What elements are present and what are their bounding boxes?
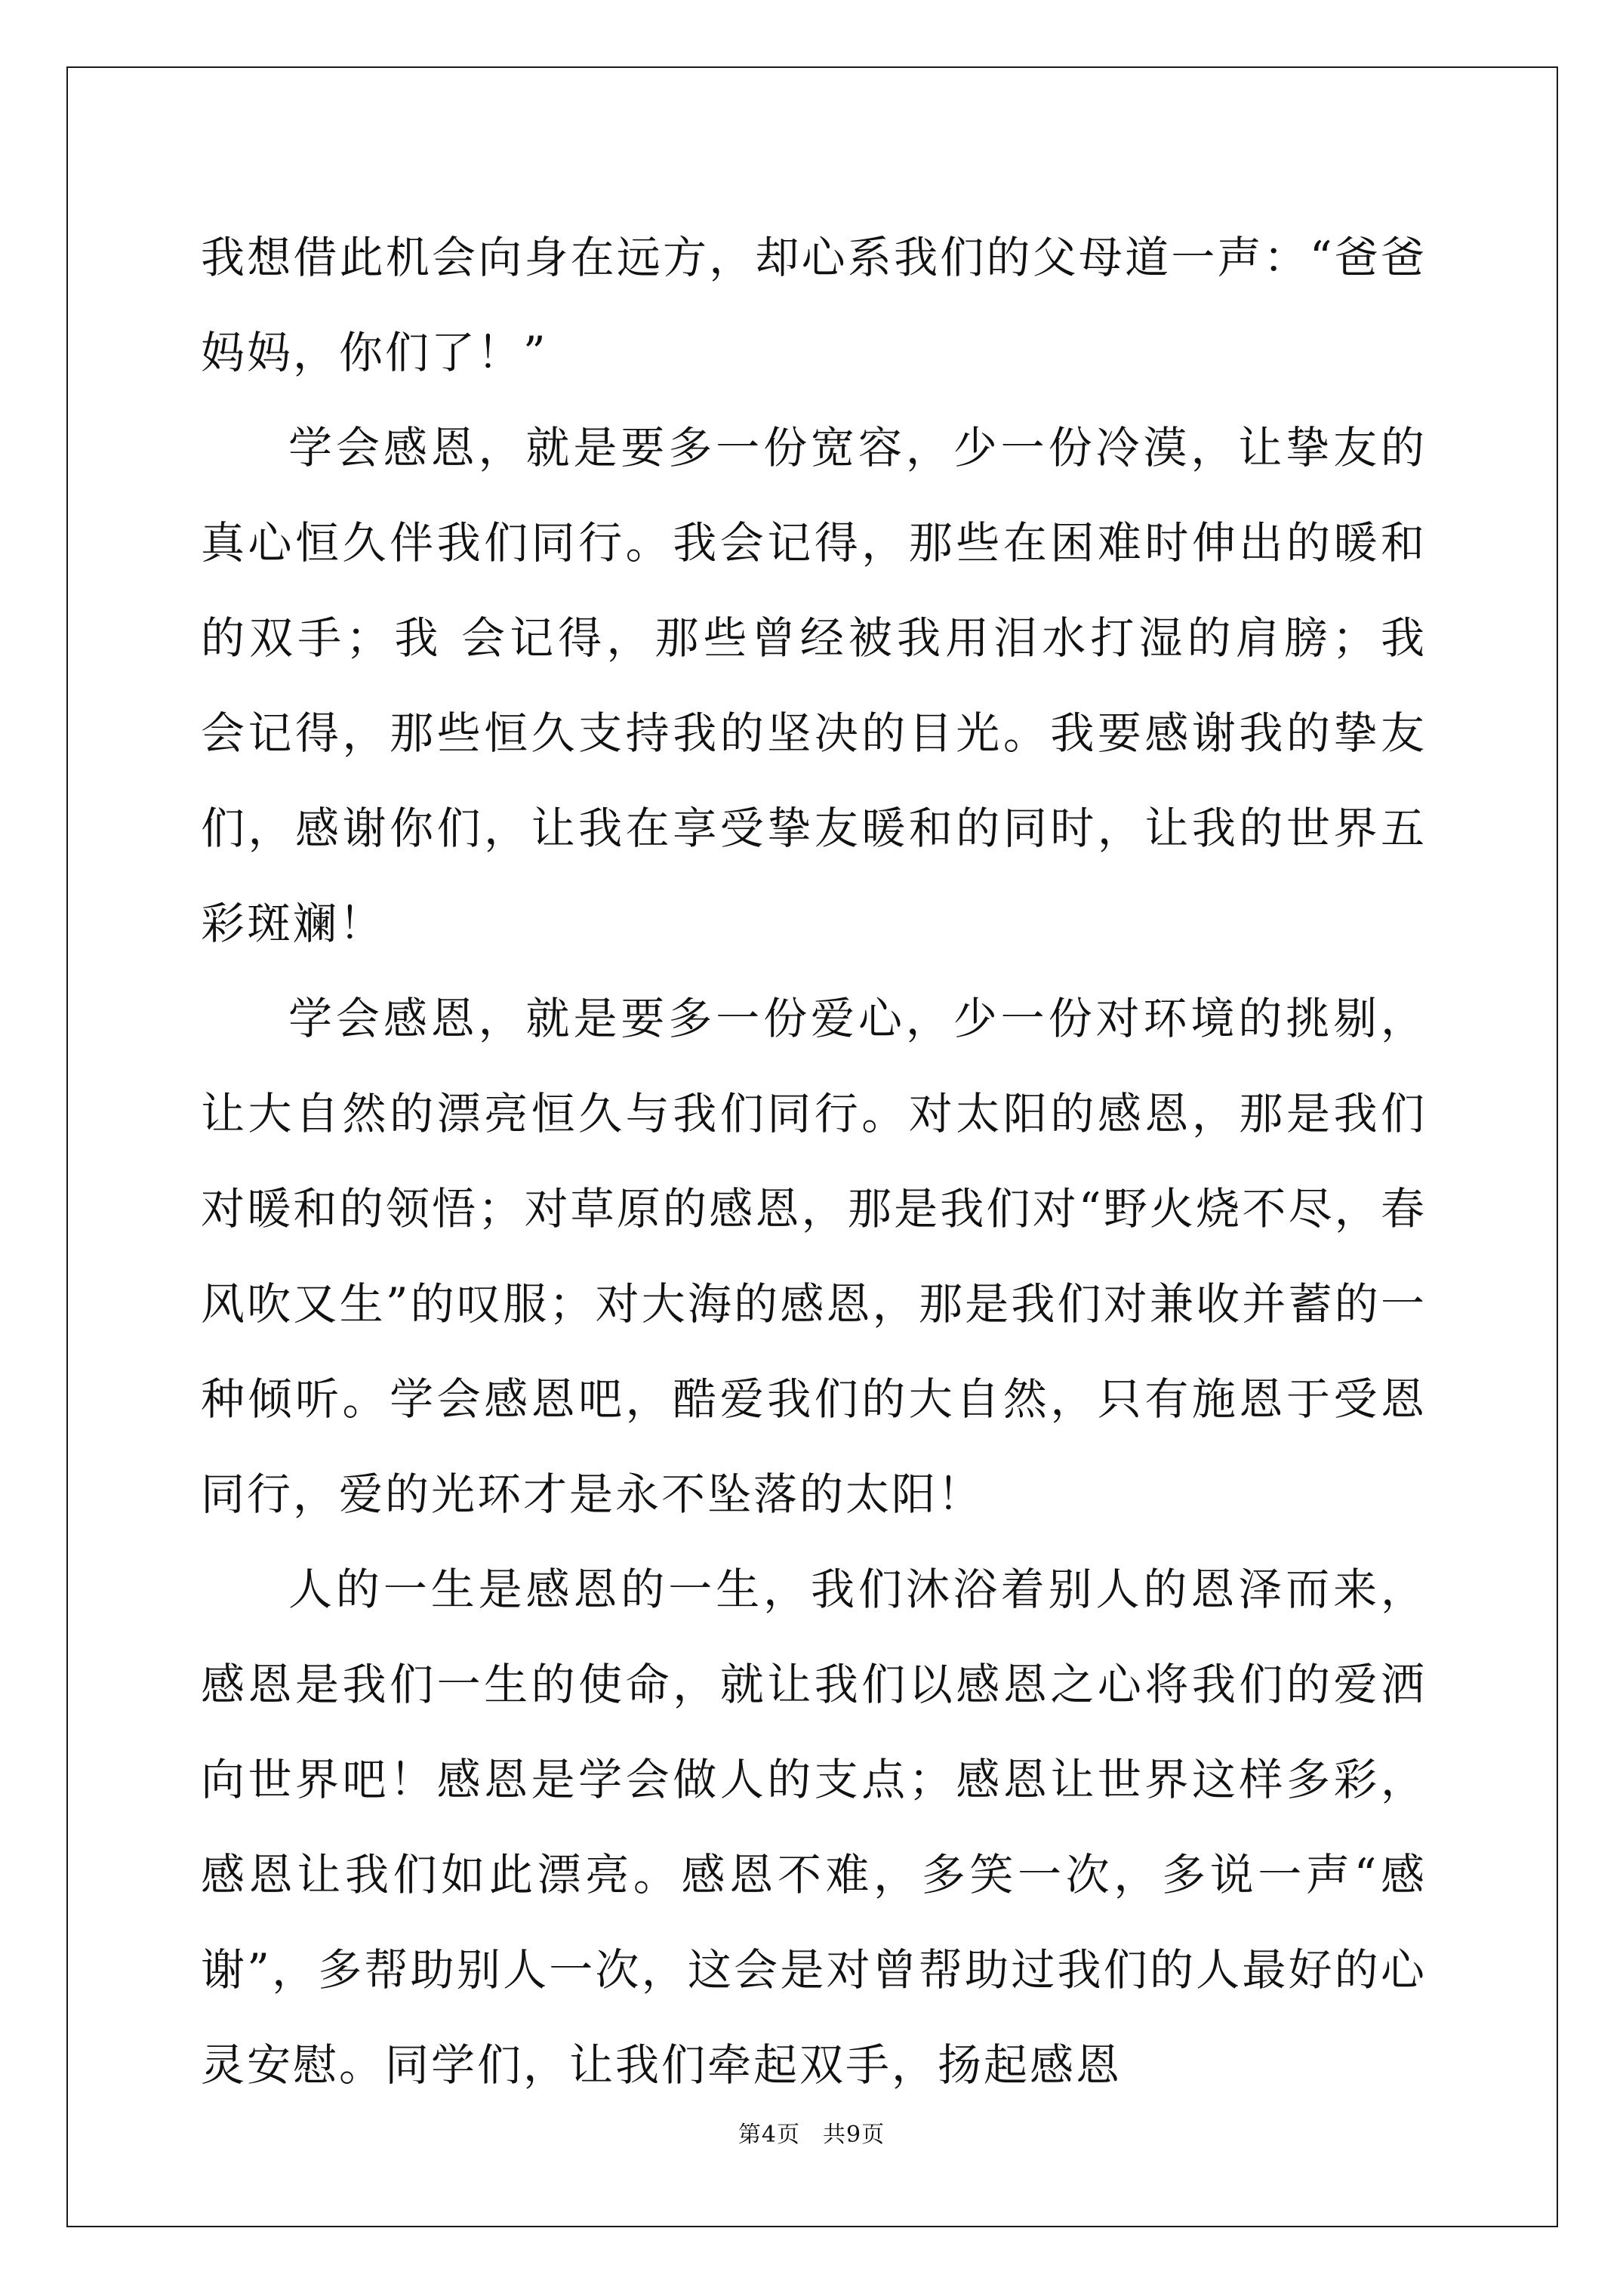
page-footer <box>0 2120 1623 2150</box>
paragraph-2: 学会感恩，就是要多一份宽容，少一份冷漠，让挚友的真心恒久伴我们同行。我会记得，那些在困难时伸出的暖和的双手；我 会记得，那些曾经被我用泪水打湿的肩膀；我 会记得，那些恒久支持我的坚决的目光。我要感谢我的挚友们，感谢你们，让我在享受挚友暖和的同时，让我的世界五彩斑斓！ <box>201 422 1427 949</box>
paragraph-1: 我想借此机会向身在远方，却心系我们的父母道一声：“爸爸妈妈，你们了！” <box>201 232 1427 378</box>
document-body <box>201 210 1427 2113</box>
paragraph-4: 人的一生是感恩的一生，我们沐浴着别人的恩泽而来，感恩是我们一生的使命，就让我们以感恩之心将我们的爱洒向世界吧！感恩是学会做人的支点；感恩让世界这样多彩，感恩让我们如此漂亮。感恩不难，多笑一次，多说一声“感谢”，多帮助别人一次，这会是对曾帮助过我们的人最好的心灵安慰。同学们，让我们牵起双手，扬起感恩 <box>201 1564 1427 2091</box>
page-total: 共9页 <box>823 2122 885 2148</box>
paragraph-3: 学会感恩，就是要多一份爱心，少一份对环境的挑剔，让大自然的漂亮恒久与我们同行。对太阳的感恩，那是我们对暖和的领悟；对草原的感恩，那是我们对“野火烧不尽，春风吹又生”的叹服；对大海的感恩，那是我们对兼收并蓄的一种倾听。学会感恩吧，酷爱我们的大自然，只有施恩于受恩同行，爱的光环才是永不坠落的太阳！ <box>201 993 1427 1520</box>
page-number: 第4页 <box>738 2122 800 2148</box>
